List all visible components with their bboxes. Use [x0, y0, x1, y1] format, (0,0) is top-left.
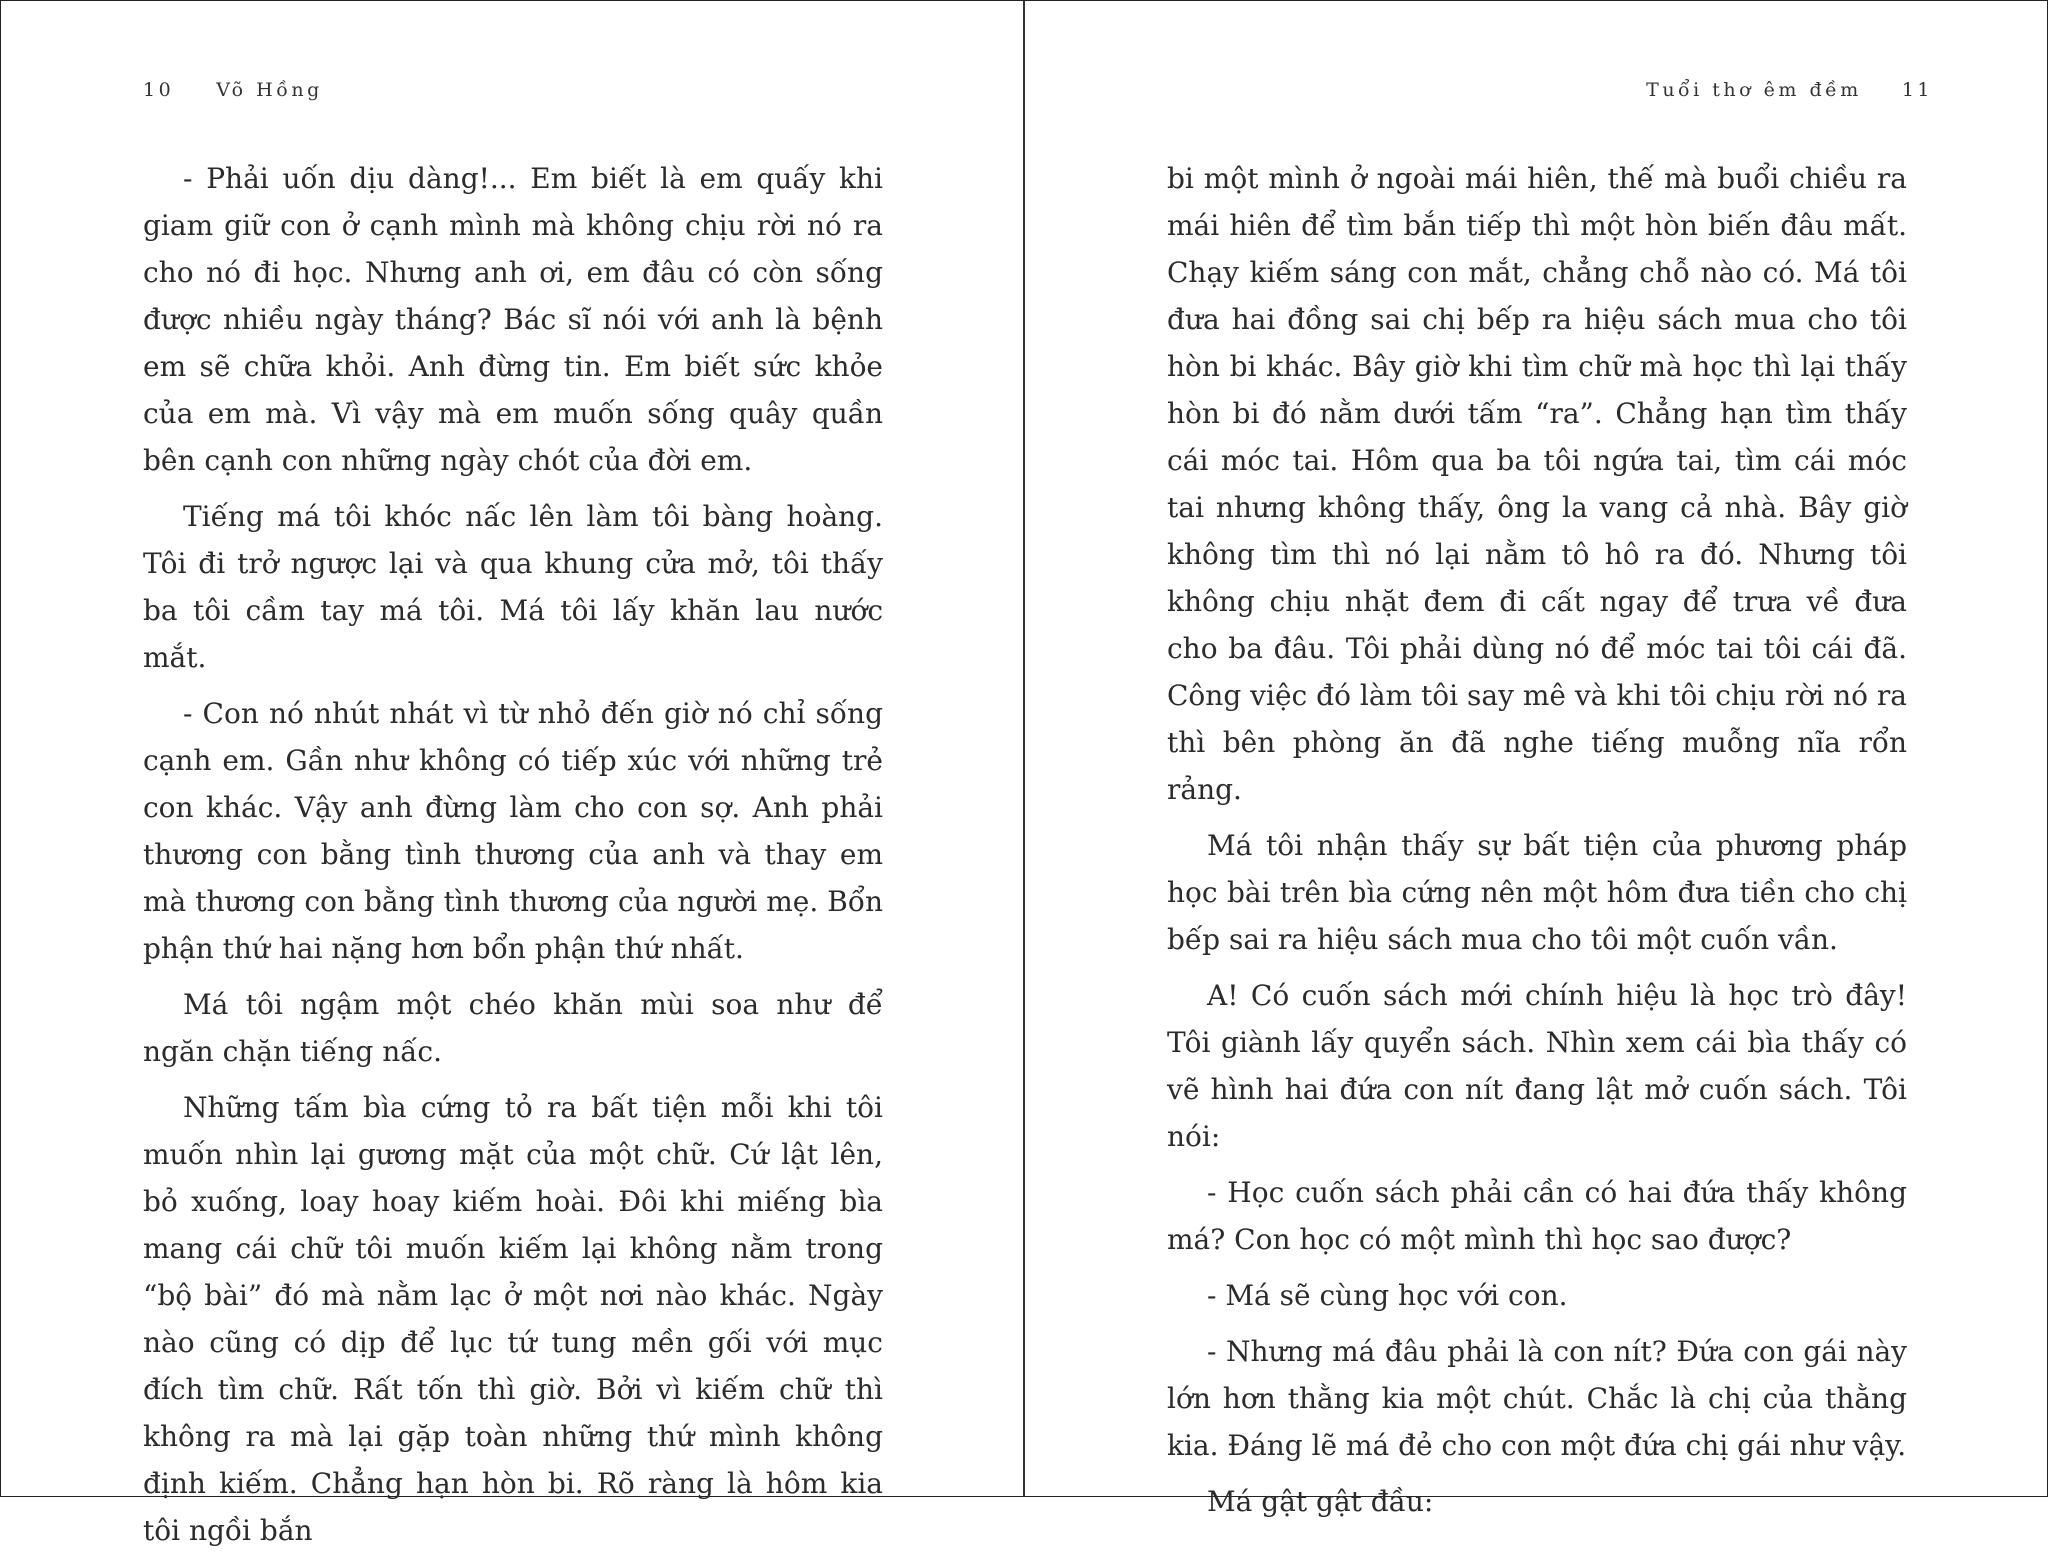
- left-paragraph-1: - Phải uốn dịu dàng!... Em biết là em quấy khi giam giữ con ở cạnh mình mà không chịu rời nó ra cho nó đi học. Nhưng anh ơi, em đâu có còn sống được nhiều ngày tháng? Bác sĩ nói với anh là bệnh em sẽ chữa khỏi. Anh đừng tin. Em biết sức khỏe của em mà. Vì vậy mà em muốn sống quây quần bên cạnh con những ngày chót của đời em.: [143, 162, 883, 477]
- right-paragraph-7: Má gật gật đầu:: [1207, 1485, 1434, 1518]
- left-paragraph-5: Những tấm bìa cứng tỏ ra bất tiện mỗi khi tôi muốn nhìn lại gương mặt của một chữ. Cứ lật lên, bỏ xuống, loay hoay kiếm hoài. Đôi khi miếng bìa mang cái chữ tôi muốn kiếm lại không nằm trong “bộ bài” đó mà nằm lạc ở một nơi nào khác. Ngày nào cũng có dịp để lục tứ tung mền gối với mục đích tìm chữ. Rất tốn thì giờ. Bởi vì kiếm chữ thì không ra mà lại gặp toàn những thứ mình không định kiếm. Chẳng hạn hòn bi. Rõ ràng là hôm kia tôi ngồi bắn: [143, 1091, 883, 1547]
- left-paragraph-4: Má tôi ngậm một chéo khăn mùi soa như để ngăn chặn tiếng nấc.: [143, 988, 883, 1068]
- left-running-head: [143, 79, 323, 101]
- right-paragraph-4: - Học cuốn sách phải cần có hai đứa thấy không má? Con học có một mình thì học sao được?: [1167, 1176, 1907, 1256]
- right-paragraph-2: Má tôi nhận thấy sự bất tiện của phương pháp học bài trên bìa cứng nên một hôm đưa tiền cho chị bếp sai ra hiệu sách mua cho tôi một cuốn vần.: [1167, 829, 1907, 956]
- right-paragraph-1: bi một mình ở ngoài mái hiên, thế mà buổi chiều ra mái hiên để tìm bắn tiếp thì một hòn biến đâu mất. Chạy kiếm sáng con mắt, chẳng chỗ nào có. Má tôi đưa hai đồng sai chị bếp ra hiệu sách mua cho tôi hòn bi khác. Bây giờ khi tìm chữ mà học thì lại thấy hòn bi đó nằm dưới tấm “ra”. Chẳng hạn tìm thấy cái móc tai. Hôm qua ba tôi ngứa tai, tìm cái móc tai nhưng không thấy, ông la vang cả nhà. Bây giờ không tìm thì nó lại nằm tô hô ra đó. Nhưng tôi không chịu nhặt đem đi cất ngay để trưa về đưa cho ba đâu. Tôi phải dùng nó để móc tai tôi cái đã. Công việc đó làm tôi say mê và khi tôi chịu rời nó ra thì bên phòng ăn đã nghe tiếng muỗng nĩa rổn rảng.: [1167, 162, 1907, 806]
- left-paragraph-2: Tiếng má tôi khóc nấc lên làm tôi bàng hoàng. Tôi đi trở ngược lại và qua khung cửa mở, tôi thấy ba tôi cầm tay má tôi. Má tôi lấy khăn lau nước mắt.: [143, 500, 883, 674]
- right-paragraph-6: - Nhưng má đâu phải là con nít? Đứa con gái này lớn hơn thằng kia một chút. Chắc là chị của thằng kia. Đáng lẽ má đẻ cho con một đứa chị gái như vậy.: [1167, 1335, 1907, 1462]
- left-page-number: 10: [143, 79, 175, 101]
- right-paragraph-3: A! Có cuốn sách mới chính hiệu là học trò đây! Tôi giành lấy quyển sách. Nhìn xem cái bìa thấy có vẽ hình hai đứa con nít đang lật mở cuốn sách. Tôi nói:: [1167, 979, 1907, 1153]
- right-page: [1025, 1, 2047, 1518]
- left-page: [1, 1, 1023, 1547]
- right-running-head: [1646, 79, 1933, 101]
- right-paragraph-5: - Má sẽ cùng học với con.: [1207, 1279, 1568, 1312]
- left-paragraph-3: - Con nó nhút nhát vì từ nhỏ đến giờ nó chỉ sống cạnh em. Gần như không có tiếp xúc với những trẻ con khác. Vậy anh đừng làm cho con sợ. Anh phải thương con bằng tình thương của anh và thay em mà thương con bằng tình thương của người mẹ. Bổn phận thứ hai nặng hơn bổn phận thứ nhất.: [143, 697, 883, 965]
- right-running-head-title: Tuổi thơ êm đềm: [1646, 79, 1862, 101]
- right-text-block: [1167, 155, 1907, 1534]
- right-page-number: 11: [1901, 79, 1933, 101]
- left-running-head-author: Võ Hồng: [216, 79, 323, 101]
- left-text-block: [143, 155, 883, 1563]
